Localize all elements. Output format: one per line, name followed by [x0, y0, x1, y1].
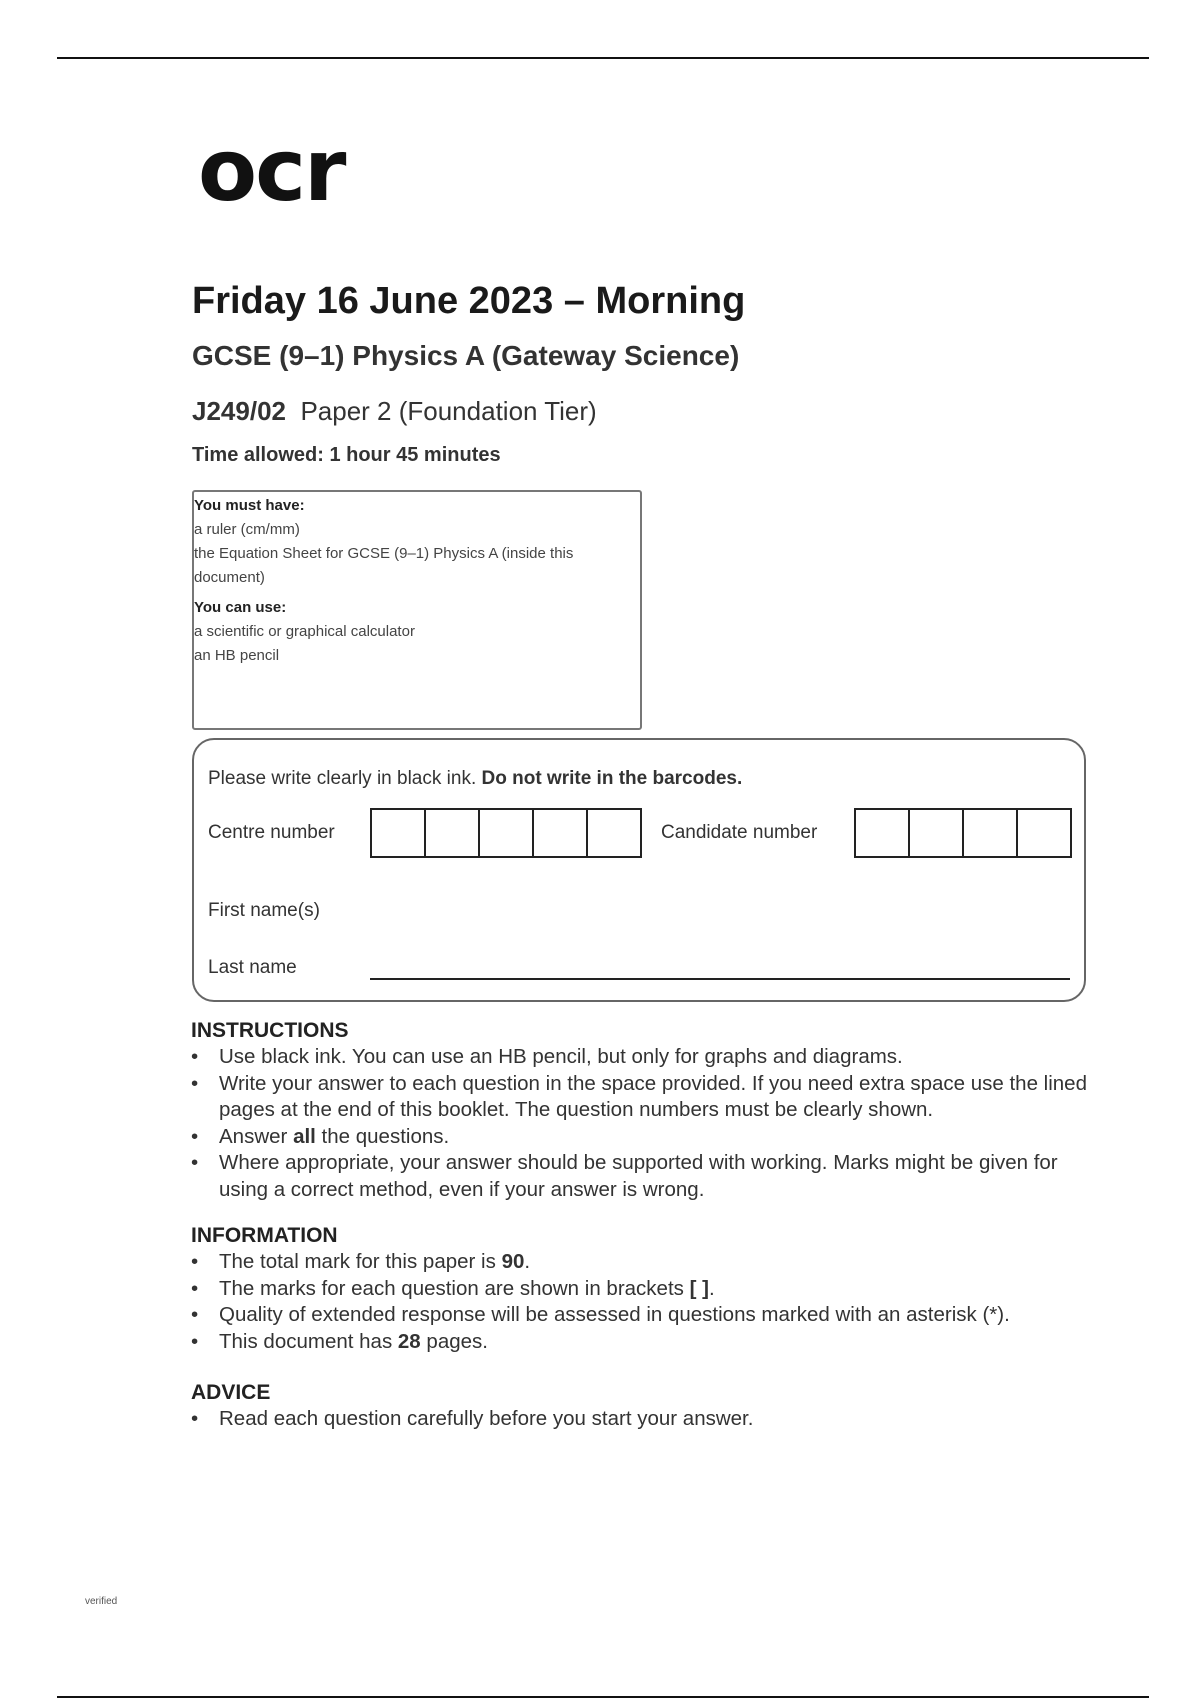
centre-number-input[interactable]	[370, 808, 642, 858]
instructions-heading: INSTRUCTIONS	[191, 1019, 349, 1042]
text: .	[708, 1276, 715, 1300]
candidate-details-box	[192, 738, 1086, 1002]
information-item	[191, 1329, 1091, 1356]
ink-note	[208, 768, 742, 790]
top-rule	[57, 57, 1149, 59]
requirements-box	[192, 490, 642, 730]
ink-note-text: Please write clearly in black ink.	[208, 768, 477, 789]
paper-code-line	[192, 396, 597, 427]
must-have-item: a ruler (cm/mm)	[194, 521, 300, 538]
must-have-item: the Equation Sheet for GCSE (9–1) Physics A (inside this	[194, 545, 574, 562]
information-item	[191, 1276, 1091, 1303]
text: The marks for each question are shown in brackets	[219, 1276, 690, 1300]
bold-text: 28	[397, 1329, 421, 1353]
can-use-heading: You can use:	[194, 599, 287, 616]
can-use-item: a scientific or graphical calculator	[194, 623, 415, 640]
can-use-item: an HB pencil	[194, 647, 280, 664]
instruction-item: • Write your answer to each question in the space provided. If you need extra space use the lined pages at the end of this booklet. The question numbers must be clearly shown.	[191, 1071, 1091, 1124]
information-item	[191, 1249, 1091, 1276]
information-list	[191, 1249, 1091, 1355]
bold-text: [ ]	[689, 1276, 709, 1300]
advice-list	[191, 1406, 1091, 1433]
ocr-logo: ocr	[198, 121, 345, 221]
advice-heading: ADVICE	[191, 1381, 271, 1404]
information-item: • Quality of extended response will be assessed in questions marked with an asterisk (*).	[191, 1302, 1091, 1329]
barcode-warning: Do not write in the barcodes.	[481, 768, 743, 789]
instruction-item	[191, 1124, 1091, 1151]
time-allowed: Time allowed: 1 hour 45 minutes	[192, 444, 501, 466]
text: This document has	[219, 1329, 398, 1353]
advice-item: • Read each question carefully before you start your answer.	[191, 1406, 1091, 1433]
instruction-item: • Where appropriate, your answer should be supported with working. Marks might be given for using a correct method, even if your answer is wrong.	[191, 1150, 1091, 1203]
instruction-item: • Use black ink. You can use an HB pencil, but only for graphs and diagrams.	[191, 1044, 1091, 1071]
text: .	[524, 1250, 531, 1273]
paper-tier: Paper 2 (Foundation Tier)	[300, 396, 597, 426]
candidate-number-input[interactable]	[854, 808, 1072, 858]
paper-code: J249/02	[192, 396, 286, 426]
instructions-list	[191, 1044, 1091, 1203]
candidate-number-label: Candidate number	[661, 822, 818, 843]
information-heading: INFORMATION	[191, 1224, 338, 1247]
bold-text: 90	[501, 1250, 525, 1273]
exam-subject: GCSE (9–1) Physics A (Gateway Science)	[192, 340, 740, 371]
text: The total mark for this paper is	[219, 1250, 502, 1273]
text: the questions.	[315, 1124, 450, 1148]
bottom-rule	[57, 1696, 1149, 1698]
first-name-label: First name(s)	[208, 900, 320, 921]
last-name-label: Last name	[208, 957, 297, 978]
text: pages.	[420, 1329, 488, 1353]
bold-text: all	[293, 1124, 316, 1148]
last-name-input-line[interactable]	[370, 978, 1070, 980]
verified-stamp: verified	[85, 1596, 118, 1607]
must-have-heading: You must have:	[194, 497, 305, 514]
centre-number-label: Centre number	[208, 822, 335, 843]
exam-date-title: Friday 16 June 2023 – Morning	[192, 280, 746, 322]
must-have-item: document)	[194, 569, 265, 586]
text: Answer	[219, 1124, 294, 1148]
